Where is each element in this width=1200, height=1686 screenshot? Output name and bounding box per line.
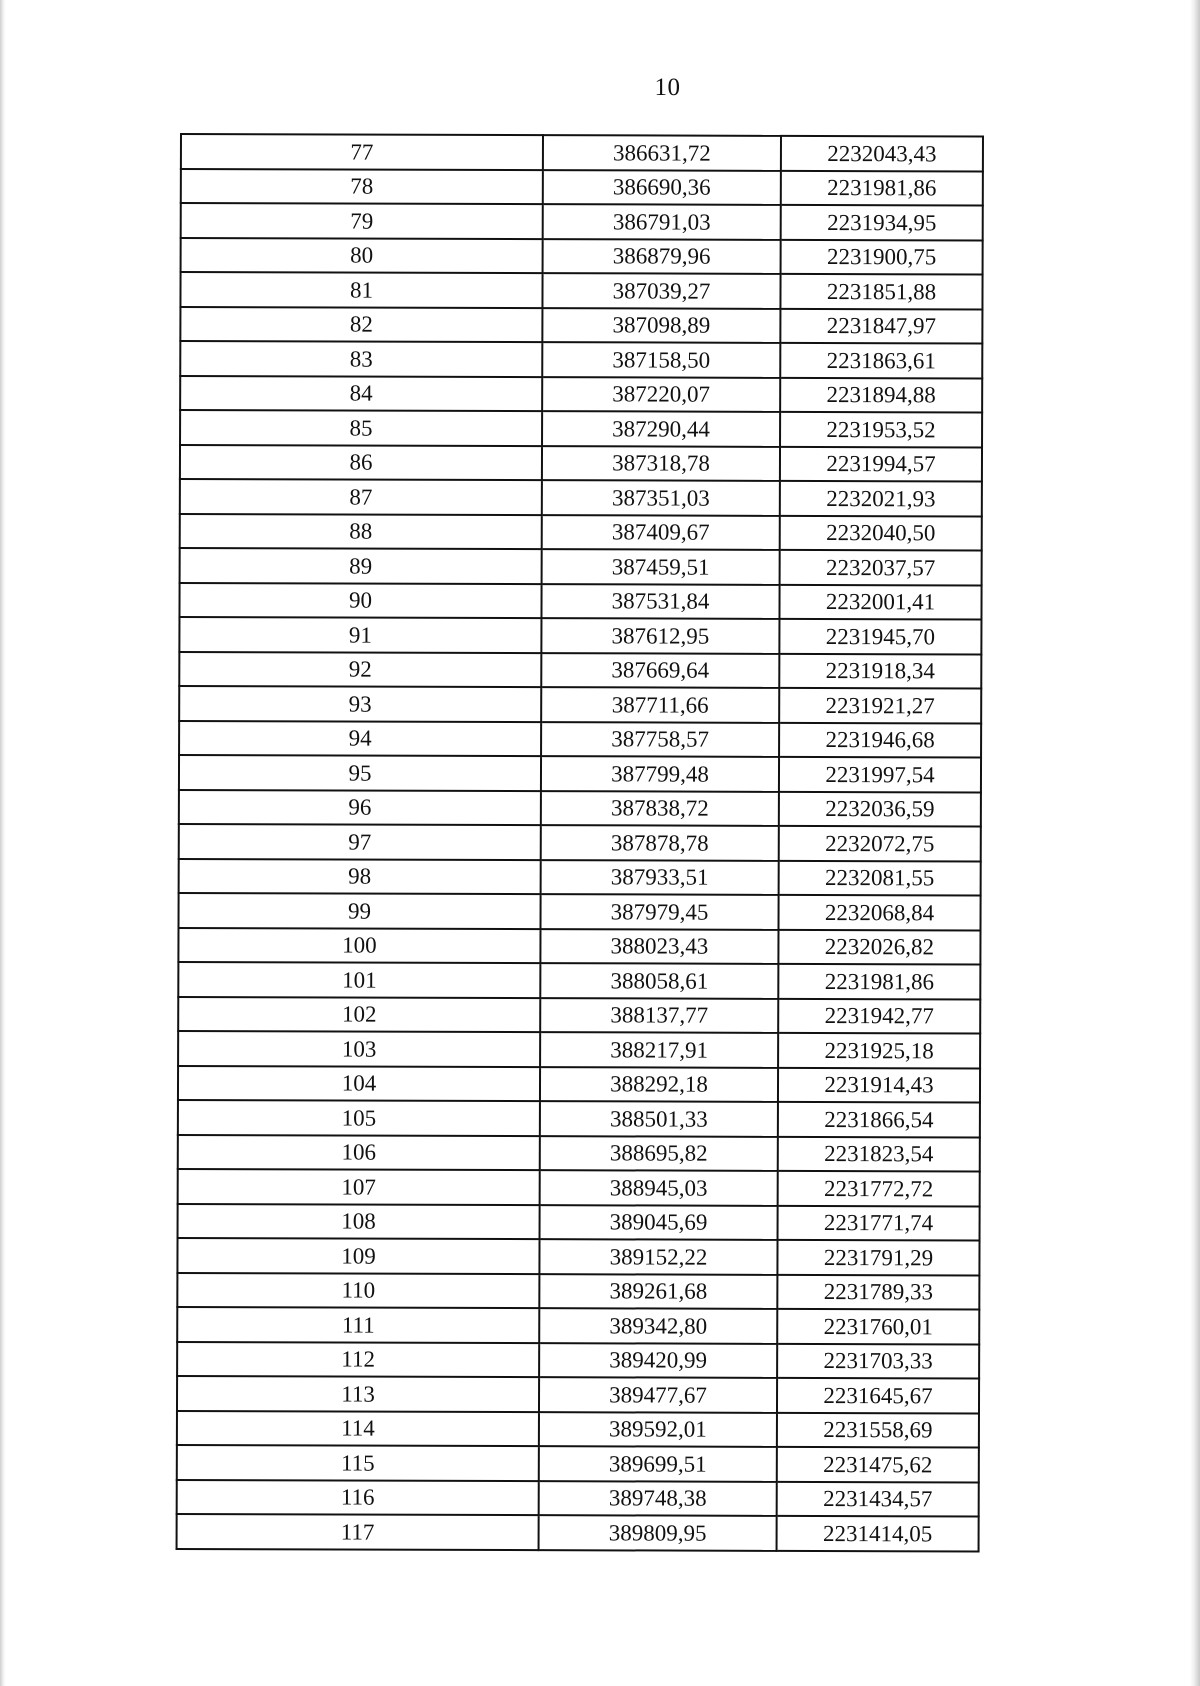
y-coordinate-cell: 2231914,43 [778, 1067, 980, 1102]
table-row [178, 1065, 980, 1102]
x-coordinate-cell: 388217,91 [540, 1032, 778, 1067]
y-coordinate-cell: 2231760,01 [777, 1309, 979, 1344]
table-row [179, 652, 981, 689]
point-number-cell: 81 [180, 272, 542, 308]
x-coordinate-cell: 388695,82 [540, 1136, 778, 1171]
point-number-cell: 106 [178, 1134, 540, 1170]
y-coordinate-cell: 2231981,86 [778, 964, 980, 999]
table-row [177, 1410, 979, 1447]
x-coordinate-cell: 387098,89 [542, 308, 780, 343]
table-row [179, 824, 981, 861]
y-coordinate-cell: 2231953,52 [780, 412, 982, 447]
x-coordinate-cell: 388137,77 [540, 998, 778, 1033]
y-coordinate-cell: 2232036,59 [779, 791, 981, 826]
point-number-cell: 77 [181, 134, 543, 170]
x-coordinate-cell: 387758,57 [541, 722, 779, 757]
point-number-cell: 85 [180, 410, 542, 446]
x-coordinate-cell: 387711,66 [541, 687, 779, 722]
y-coordinate-cell: 2231414,05 [777, 1516, 979, 1551]
x-coordinate-cell: 388023,43 [540, 929, 778, 964]
x-coordinate-cell: 389342,80 [539, 1308, 777, 1343]
y-coordinate-cell: 2231981,86 [781, 170, 983, 205]
table-row [178, 1134, 980, 1171]
x-coordinate-cell: 387158,50 [542, 342, 780, 377]
table-row [180, 341, 982, 378]
point-number-cell: 112 [177, 1341, 539, 1377]
table-row [181, 169, 983, 206]
table-row [180, 514, 982, 551]
x-coordinate-cell: 388292,18 [540, 1067, 778, 1102]
y-coordinate-cell: 2231772,72 [778, 1171, 980, 1206]
point-number-cell: 103 [178, 1031, 540, 1067]
x-coordinate-cell: 387290,44 [542, 411, 780, 446]
y-coordinate-cell: 2232001,41 [779, 584, 981, 619]
y-coordinate-cell: 2231851,88 [780, 274, 982, 309]
y-coordinate-cell: 2231934,95 [781, 205, 983, 240]
x-coordinate-cell: 389261,68 [539, 1274, 777, 1309]
table-row [180, 410, 982, 447]
point-number-cell: 87 [180, 479, 542, 515]
table-row [177, 1272, 979, 1309]
x-coordinate-cell: 388501,33 [540, 1101, 778, 1136]
table-row [177, 1479, 979, 1516]
y-coordinate-cell: 2231475,62 [777, 1447, 979, 1482]
table-row [178, 1100, 980, 1137]
table-row [180, 376, 982, 413]
point-number-cell: 83 [180, 341, 542, 377]
y-coordinate-cell: 2231921,27 [779, 688, 981, 723]
point-number-cell: 79 [181, 203, 543, 239]
table-row [179, 858, 981, 895]
y-coordinate-cell: 2231863,61 [780, 343, 982, 378]
page-number: 10 [654, 74, 681, 101]
y-coordinate-cell: 2231946,68 [779, 722, 981, 757]
y-coordinate-cell: 2231997,54 [779, 757, 981, 792]
x-coordinate-cell: 389592,01 [539, 1412, 777, 1447]
table-row [181, 238, 983, 275]
point-number-cell: 95 [179, 755, 541, 791]
x-coordinate-cell: 386690,36 [543, 170, 781, 205]
y-coordinate-cell: 2232081,55 [779, 860, 981, 895]
y-coordinate-cell: 2231823,54 [778, 1136, 980, 1171]
point-number-cell: 96 [179, 789, 541, 825]
x-coordinate-cell: 389748,38 [539, 1481, 777, 1516]
y-coordinate-cell: 2231945,70 [779, 619, 981, 654]
x-coordinate-cell: 387799,48 [541, 756, 779, 791]
x-coordinate-cell: 387039,27 [542, 273, 780, 308]
table-row [178, 1169, 980, 1206]
table-row [180, 307, 982, 344]
table-row [179, 893, 981, 930]
x-coordinate-cell: 387612,95 [541, 618, 779, 653]
point-number-cell: 90 [179, 583, 541, 619]
coordinates-table [176, 133, 984, 1552]
point-number-cell: 80 [181, 238, 543, 274]
table-row [177, 1376, 979, 1413]
table-row [178, 962, 980, 999]
point-number-cell: 104 [178, 1065, 540, 1101]
point-number-cell: 116 [177, 1479, 539, 1515]
y-coordinate-cell: 2231434,57 [777, 1481, 979, 1516]
y-coordinate-cell: 2232037,57 [780, 550, 982, 585]
x-coordinate-cell: 387459,51 [542, 549, 780, 584]
point-number-cell: 109 [177, 1238, 539, 1274]
point-number-cell: 105 [178, 1100, 540, 1136]
x-coordinate-cell: 387409,67 [542, 515, 780, 550]
point-number-cell: 92 [179, 652, 541, 688]
y-coordinate-cell: 2231789,33 [777, 1274, 979, 1309]
scan-edge-right [1190, 0, 1200, 1686]
table-row [177, 1514, 979, 1551]
table-row [177, 1445, 979, 1482]
y-coordinate-cell: 2231994,57 [780, 446, 982, 481]
x-coordinate-cell: 388058,61 [540, 963, 778, 998]
x-coordinate-cell: 386879,96 [543, 239, 781, 274]
point-number-cell: 110 [177, 1272, 539, 1308]
y-coordinate-cell: 2231925,18 [778, 1033, 980, 1068]
y-coordinate-cell: 2231703,33 [777, 1343, 979, 1378]
table-row [177, 1238, 979, 1275]
y-coordinate-cell: 2231645,67 [777, 1378, 979, 1413]
point-number-cell: 102 [178, 996, 540, 1032]
y-coordinate-cell: 2232021,93 [780, 481, 982, 516]
point-number-cell: 114 [177, 1410, 539, 1446]
point-number-cell: 113 [177, 1376, 539, 1412]
table-row [177, 1307, 979, 1344]
point-number-cell: 117 [177, 1514, 539, 1550]
point-number-cell: 99 [179, 893, 541, 929]
point-number-cell: 98 [179, 858, 541, 894]
point-number-cell: 111 [177, 1307, 539, 1343]
point-number-cell: 100 [178, 927, 540, 963]
table-row [178, 927, 980, 964]
y-coordinate-cell: 2231918,34 [779, 653, 981, 688]
table-row [180, 548, 982, 585]
point-number-cell: 91 [179, 617, 541, 653]
x-coordinate-cell: 387351,03 [542, 480, 780, 515]
point-number-cell: 93 [179, 686, 541, 722]
x-coordinate-cell: 389809,95 [539, 1515, 777, 1550]
table-row [180, 272, 982, 309]
x-coordinate-cell: 387878,78 [541, 825, 779, 860]
y-coordinate-cell: 2231894,88 [780, 377, 982, 412]
point-number-cell: 115 [177, 1445, 539, 1481]
table-row [180, 479, 982, 516]
table-row [179, 721, 981, 758]
table-row [179, 686, 981, 723]
point-number-cell: 88 [180, 514, 542, 550]
x-coordinate-cell: 386791,03 [543, 204, 781, 239]
x-coordinate-cell: 389699,51 [539, 1446, 777, 1481]
table-row [180, 445, 982, 482]
table-row [178, 1031, 980, 1068]
point-number-cell: 94 [179, 721, 541, 757]
y-coordinate-cell: 2232068,84 [779, 895, 981, 930]
x-coordinate-cell: 389045,69 [540, 1205, 778, 1240]
table-row [179, 755, 981, 792]
y-coordinate-cell: 2231942,77 [778, 998, 980, 1033]
x-coordinate-cell: 388945,03 [540, 1170, 778, 1205]
x-coordinate-cell: 386631,72 [543, 135, 781, 170]
x-coordinate-cell: 389152,22 [539, 1239, 777, 1274]
table-row [179, 617, 981, 654]
table-row [178, 1203, 980, 1240]
coordinates-table-body [177, 134, 983, 1551]
point-number-cell: 84 [180, 376, 542, 412]
point-number-cell: 78 [181, 169, 543, 205]
table-row [181, 134, 983, 171]
x-coordinate-cell: 387933,51 [541, 860, 779, 895]
y-coordinate-cell: 2232026,82 [778, 929, 980, 964]
scan-edge-left [0, 0, 6, 1686]
y-coordinate-cell: 2231900,75 [781, 239, 983, 274]
x-coordinate-cell: 389477,67 [539, 1377, 777, 1412]
y-coordinate-cell: 2231866,54 [778, 1102, 980, 1137]
point-number-cell: 107 [178, 1169, 540, 1205]
y-coordinate-cell: 2231847,97 [780, 308, 982, 343]
point-number-cell: 86 [180, 445, 542, 481]
point-number-cell: 108 [178, 1203, 540, 1239]
x-coordinate-cell: 389420,99 [539, 1343, 777, 1378]
point-number-cell: 89 [180, 548, 542, 584]
table-row [177, 1341, 979, 1378]
table-row [179, 789, 981, 826]
point-number-cell: 97 [179, 824, 541, 860]
point-number-cell: 101 [178, 962, 540, 998]
x-coordinate-cell: 387531,84 [541, 584, 779, 619]
y-coordinate-cell: 2232040,50 [780, 515, 982, 550]
point-number-cell: 82 [180, 307, 542, 343]
x-coordinate-cell: 387669,64 [541, 653, 779, 688]
x-coordinate-cell: 387838,72 [541, 791, 779, 826]
y-coordinate-cell: 2231558,69 [777, 1412, 979, 1447]
y-coordinate-cell: 2231771,74 [778, 1205, 980, 1240]
y-coordinate-cell: 2232043,43 [781, 136, 983, 171]
x-coordinate-cell: 387979,45 [541, 894, 779, 929]
table-row [181, 203, 983, 240]
y-coordinate-cell: 2232072,75 [779, 826, 981, 861]
table-row [178, 996, 980, 1033]
table-row [179, 583, 981, 620]
x-coordinate-cell: 387318,78 [542, 446, 780, 481]
y-coordinate-cell: 2231791,29 [777, 1240, 979, 1275]
x-coordinate-cell: 387220,07 [542, 377, 780, 412]
